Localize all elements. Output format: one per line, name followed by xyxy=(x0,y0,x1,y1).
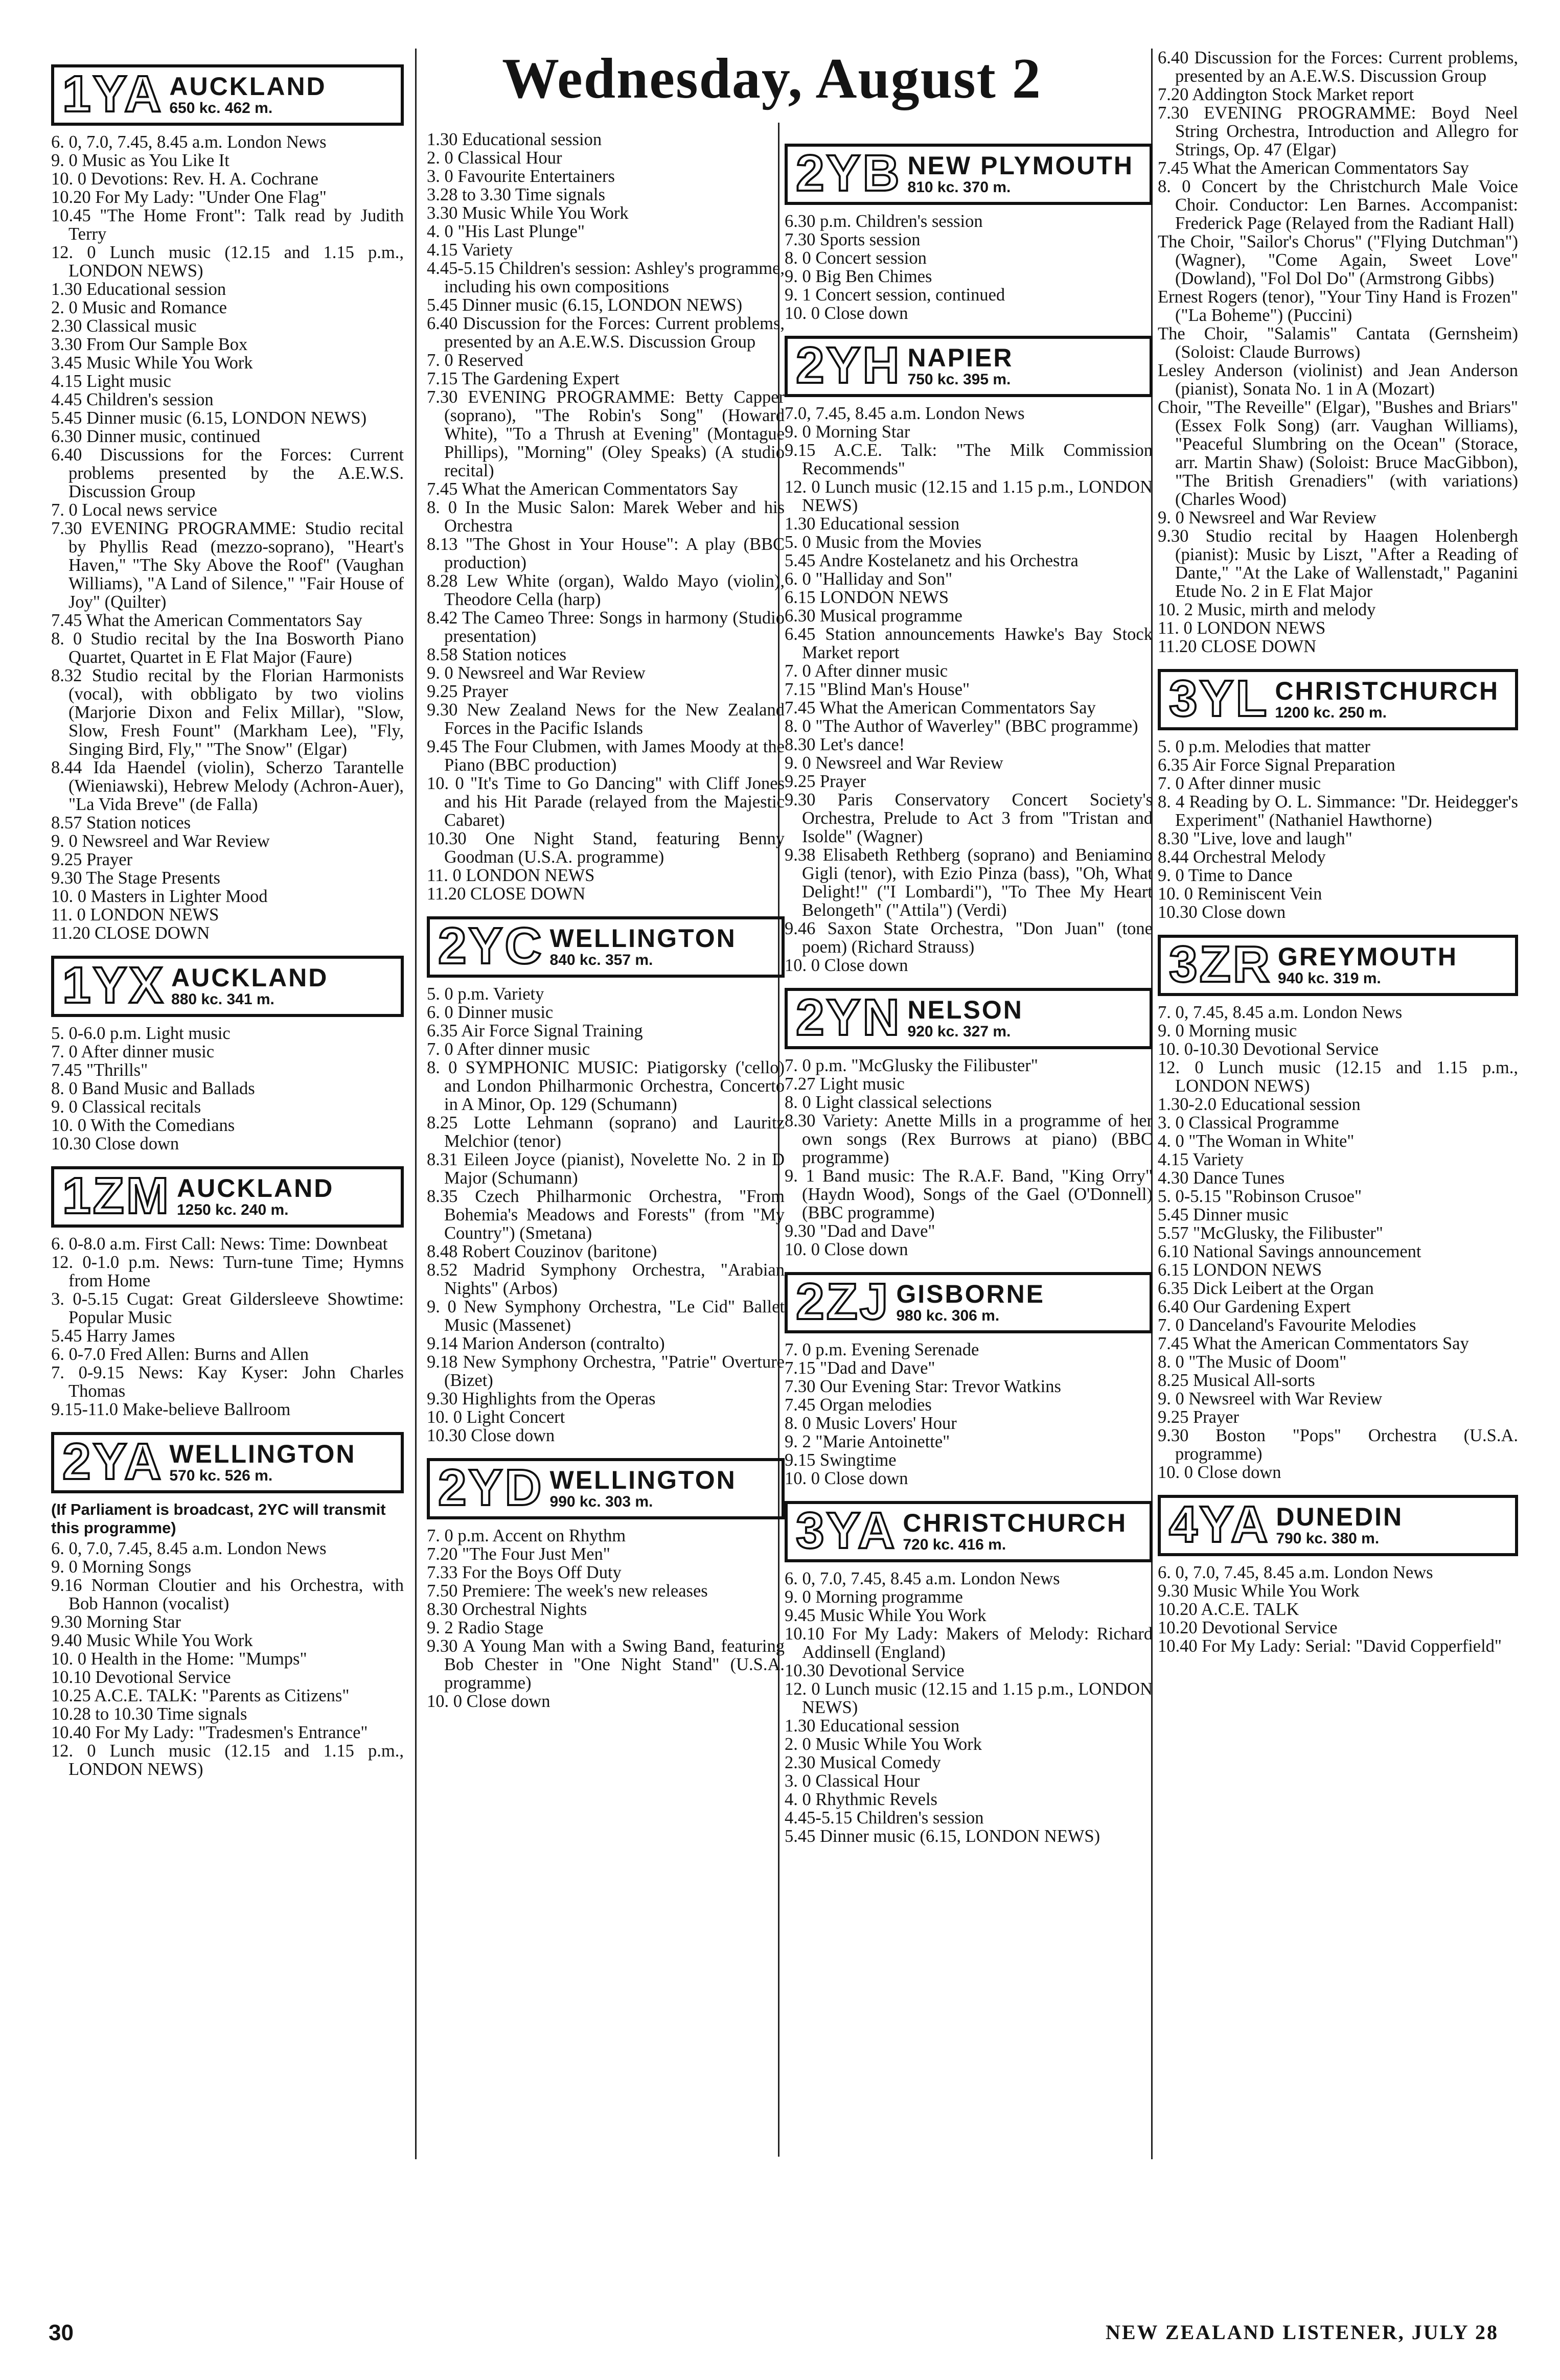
programme-entry: 9.30 "Dad and Dave" xyxy=(785,1221,935,1241)
programme-entry: 6.35 Dick Leibert at the Organ xyxy=(1158,1279,1374,1298)
programme-entry: 6. 0, 7.0, 7.45, 8.45 a.m. London News xyxy=(51,132,327,152)
programme-entry: 10. 0 "It's Time to Go Dancing" with Cliff Jones and his Hit Parade (relayed from the Majestic Cabaret) xyxy=(427,774,785,830)
programme-entry: 6.40 Discussions for the Forces: Current problems presented by the A.E.W.S. Discussion Group xyxy=(51,445,404,501)
programme-entry: 8.32 Studio recital by the Florian Harmonists (vocal), with obbligato by two violins (Marjorie Dixon and Felix Millar), "Slow, Slow, Fresh Fount" (Markham Lee), "Fly, Singing Bird, Fly," "The Snow" (Elgar) xyxy=(51,666,404,759)
programme-entry: 12. 0 Lunch music (12.15 and 1.15 p.m., LONDON NEWS) xyxy=(51,243,404,281)
programme-entry: 3. 0 Classical Hour xyxy=(785,1771,920,1791)
station-frequency: 750 kc. 395 m. xyxy=(907,371,1011,388)
programme-entry: 11. 0 LONDON NEWS xyxy=(1158,618,1326,638)
station-frequency: 570 kc. 526 m. xyxy=(169,1467,273,1484)
programme-entry: 6.35 Air Force Signal Preparation xyxy=(1158,755,1395,775)
programme-entry: 8.30 "Live, love and laugh" xyxy=(1158,829,1352,848)
programme-entry: 7.50 Premiere: The week's new releases xyxy=(427,1581,708,1601)
programme-entry: 4.15 Variety xyxy=(1158,1150,1244,1169)
programme-entry: 10. 2 Music, mirth and melody xyxy=(1158,600,1376,619)
programme-entry: 12. 0 Lunch music (12.15 and 1.15 p.m., LONDON NEWS) xyxy=(1158,1058,1518,1096)
programme-entry: 4.15 Variety xyxy=(427,240,513,260)
programme-entry: 8.42 The Cameo Three: Songs in harmony (Studio presentation) xyxy=(427,608,785,646)
programme-entry: 8.57 Station notices xyxy=(51,813,191,833)
programme-entry: 10.30 Devotional Service xyxy=(785,1661,965,1680)
programme-entry: 5. 0-6.0 p.m. Light music xyxy=(51,1024,231,1043)
programme-entry: 10.40 For My Lady: Serial: "David Copperfield" xyxy=(1158,1636,1502,1656)
programme-entry: 7. 0 p.m. "McGlusky the Filibuster" xyxy=(785,1056,1038,1075)
programme-entry: 6. 0, 7.0, 7.45, 8.45 a.m. London News xyxy=(1158,1563,1433,1582)
programme-entry: 9. 0 Newsreel with War Review xyxy=(1158,1389,1383,1408)
station-info xyxy=(1278,938,1464,993)
programme-entry: 7.45 What the American Commentators Say xyxy=(785,698,1096,718)
programme-entry: 9. 0 Morning Star xyxy=(785,422,910,442)
programme-entry: 2. 0 Music While You Work xyxy=(785,1735,982,1754)
programme-entry: 10.40 For My Lady: "Tradesmen's Entrance" xyxy=(51,1723,368,1742)
publication-footer: NEW ZEALAND LISTENER, JULY 28 xyxy=(1105,2321,1499,2344)
programme-entry: 1.30 Educational session xyxy=(785,1716,960,1736)
programme-entry: 3.30 Music While You Work xyxy=(427,203,629,223)
programme-entry: 9. 0 Newsreel and War Review xyxy=(785,753,1003,773)
programme-entry: 11.20 CLOSE DOWN xyxy=(427,884,586,904)
station-header xyxy=(785,1272,1153,1333)
programme-entry: 4. 0 "The Woman in White" xyxy=(1158,1131,1355,1151)
programme-entry: 6.35 Air Force Signal Training xyxy=(427,1021,643,1041)
station-city: CHRISTCHURCH xyxy=(903,1509,1128,1537)
station-header xyxy=(51,956,404,1017)
programme-entry: 9. 0 Music as You Like It xyxy=(51,151,230,170)
programme-entry: 3.28 to 3.30 Time signals xyxy=(427,185,605,204)
programme-entry: 10.30 Close down xyxy=(1158,903,1286,922)
column-rule xyxy=(415,49,417,2159)
programme-entry: 9. 1 Band music: The R.A.F. Band, "King Orry" (Haydn Wood), Songs of the Gael (O'Donnell) (BBC programme) xyxy=(785,1166,1153,1222)
programme-entry: 9. 0 Morning Songs xyxy=(51,1557,192,1577)
programme-entry: 9.45 The Four Clubmen, with James Moody at the Piano (BBC production) xyxy=(427,737,785,775)
programme-entry: 9.40 Music While You Work xyxy=(51,1631,253,1650)
station-header xyxy=(51,1432,404,1493)
programme-entry: 8.35 Czech Philharmonic Orchestra, "From Bohemia's Meadows and Forests" (from "My Country") (Smetana) xyxy=(427,1187,785,1243)
programme-entry: 7.45 "Thrills" xyxy=(51,1060,148,1080)
programme-entry: 10.10 For My Lady: Makers of Melody: Richard Addinsell (England) xyxy=(785,1624,1153,1662)
station-info xyxy=(169,1435,362,1490)
programme-entry: 9.15-11.0 Make-believe Ballroom xyxy=(51,1400,291,1419)
programme-entry: 6. 0, 7.0, 7.45, 8.45 a.m. London News xyxy=(785,1569,1060,1588)
programme-entry: 9. 0 Big Ben Chimes xyxy=(785,267,932,286)
station-header xyxy=(427,1458,785,1519)
programme-entry: 7.30 Our Evening Star: Trevor Watkins xyxy=(785,1377,1061,1396)
station-info xyxy=(171,959,334,1014)
programme-entry: 5.45 Dinner music (6.15, LONDON NEWS) xyxy=(427,295,743,315)
programme-entry: 9.46 Saxon State Orchestra, "Don Juan" (tone poem) (Richard Strauss) xyxy=(785,919,1153,957)
programme-entry: 11.20 CLOSE DOWN xyxy=(1158,637,1317,656)
station-header xyxy=(785,988,1153,1049)
station-city: NEW PLYMOUTH xyxy=(907,151,1134,180)
programme-entry: 5.45 Dinner music (6.15, LONDON NEWS) xyxy=(51,408,367,428)
programme-entry: 10. 0-10.30 Devotional Service xyxy=(1158,1039,1379,1059)
station-callsign: 2YC xyxy=(438,917,544,975)
station-frequency: 990 kc. 303 m. xyxy=(549,1493,653,1510)
station-frequency: 920 kc. 327 m. xyxy=(907,1023,1011,1040)
programme-column-3 xyxy=(785,130,1153,1845)
station-city: AUCKLAND xyxy=(169,72,327,101)
station-frequency: 790 kc. 380 m. xyxy=(1276,1530,1380,1547)
programme-entry: 8. 0 In the Music Salon: Marek Weber and his Orchestra xyxy=(427,498,785,536)
station-city: GREYMOUTH xyxy=(1277,942,1458,971)
programme-entry: 1.30 Educational session xyxy=(785,514,960,534)
programme-entry: 7.45 What the American Commentators Say xyxy=(51,611,362,630)
programme-entry: 9. 0 Morning music xyxy=(1158,1021,1297,1041)
programme-entry: 8. 0 Studio recital by the Ina Bosworth Piano Quartet, Quartet in E Flat Major (Faure) xyxy=(51,629,404,667)
programme-entry: 1.30 Educational session xyxy=(427,130,602,149)
programme-entry: 9.30 Boston "Pops" Orchestra (U.S.A. programme) xyxy=(1158,1426,1518,1464)
programme-entry: 6. 0-8.0 a.m. First Call: News: Time: Downbeat xyxy=(51,1234,388,1254)
programme-entry: 10. 0 Close down xyxy=(1158,1463,1281,1482)
programme-entry: 8. 4 Reading by O. L. Simmance: "Dr. Heidegger's Experiment" (Nathaniel Hawthorne) xyxy=(1158,792,1518,830)
station-callsign: 2ZJ xyxy=(796,1273,890,1330)
programme-entry: 10.30 Close down xyxy=(427,1426,555,1445)
programme-entry: 7.30 EVENING PROGRAMME: Studio recital by Phyllis Read (mezzo-soprano), "Heart's Haven," "The Sky Above the Roof" (Vaughan Williams), "A Land of Silence," "Fair House of Joy" (Quilter) xyxy=(51,519,404,612)
programme-entry: 9.30 Studio recital by Haagen Holenbergh (pianist): Music by Liszt, "After a Reading of Dante," "At the Lake of Wallenstadt," Paganini Etude No. 2 in E Flat Major xyxy=(1158,526,1518,601)
programme-entry: 8.25 Lotte Lehmann (soprano) and Lauritz Melchior (tenor) xyxy=(427,1113,785,1151)
programme-entry: 8. 0 SYMPHONIC MUSIC: Piatigorsky ('cello) and London Philharmonic Orchestra, Concerto in A Minor, Op. 129 (Schumann) xyxy=(427,1058,785,1114)
programme-entry: 8.31 Eileen Joyce (pianist), Novelette No. 2 in D Major (Schumann) xyxy=(427,1150,785,1188)
programme-entry: 6.30 Dinner music, continued xyxy=(51,427,261,446)
programme-entry: 10. 0 Devotions: Rev. H. A. Cochrane xyxy=(51,169,318,189)
station-callsign: 1ZM xyxy=(62,1167,171,1224)
programme-entry: 9.30 Paris Conservatory Concert Society's Orchestra, Prelude to Act 3 from "Tristan and Isolde" (Wagner) xyxy=(785,790,1153,846)
programme-entry: 4. 0 Rhythmic Revels xyxy=(785,1790,937,1809)
programme-entry: 8.28 Lew White (organ), Waldo Mayo (violin), Theodore Cella (harp) xyxy=(427,571,785,609)
programme-entry: 9.30 Music While You Work xyxy=(1158,1581,1360,1601)
station-frequency: 1250 kc. 240 m. xyxy=(177,1201,289,1218)
programme-entry: 10.20 For My Lady: "Under One Flag" xyxy=(51,188,327,207)
programme-entry: 3. 0-5.15 Cugat: Great Gildersleeve Showtime: Popular Music xyxy=(51,1289,404,1327)
programme-column-2 xyxy=(427,130,785,1711)
programme-entry: 8. 0 Music Lovers' Hour xyxy=(785,1414,957,1433)
programme-entry: 6.15 LONDON NEWS xyxy=(785,588,949,607)
station-city: NELSON xyxy=(907,996,1023,1024)
programme-entry: 8.30 Variety: Anette Mills in a programme of her own songs (Rex Burrows at piano) (BBC programme) xyxy=(785,1111,1153,1167)
programme-entry: 7.45 Organ melodies xyxy=(785,1395,932,1415)
programme-entry: 2.30 Classical music xyxy=(51,316,197,336)
programme-entry: 7.27 Light music xyxy=(785,1074,905,1094)
programme-entry: 10.28 to 10.30 Time signals xyxy=(51,1704,247,1724)
programme-entry: 6. 0 "Halliday and Son" xyxy=(785,569,953,589)
programme-entry: 8.30 Orchestral Nights xyxy=(427,1600,587,1619)
programme-entry: 9. 0 New Symphony Orchestra, "Le Cid" Ballet Music (Massenet) xyxy=(427,1297,785,1335)
station-callsign: 2YB xyxy=(796,145,902,202)
programme-entry: 7. 0-9.15 News: Kay Kyser: John Charles Thomas xyxy=(51,1363,404,1401)
programme-entry: 10. 0 With the Comedians xyxy=(51,1116,235,1135)
programme-entry: 3.30 From Our Sample Box xyxy=(51,335,248,354)
programme-entry: 9.30 New Zealand News for the New Zealand Forces in the Pacific Islands xyxy=(427,700,785,738)
programme-entry: 4.45 Children's session xyxy=(51,390,214,409)
programme-entry: 7. 0 After dinner music xyxy=(51,1042,215,1061)
station-info xyxy=(169,67,332,123)
programme-entry: 7.33 For the Boys Off Duty xyxy=(427,1563,622,1582)
programme-entry: 6.15 LONDON NEWS xyxy=(1158,1260,1322,1280)
station-info xyxy=(550,919,743,975)
programme-entry: 10. 0 Masters in Lighter Mood xyxy=(51,887,268,906)
programme-entry: 5.45 Harry James xyxy=(51,1326,175,1346)
programme-entry: 6. 0, 7.0, 7.45, 8.45 a.m. London News xyxy=(51,1539,327,1558)
programme-entry: 6.45 Station announcements Hawke's Bay Stock Market report xyxy=(785,625,1153,662)
programme-entry: 9. 0 Classical recitals xyxy=(51,1097,201,1117)
programme-entry: 8.52 Madrid Symphony Orchestra, "Arabian Nights" (Arbos) xyxy=(427,1260,785,1298)
programme-entry: 7.30 Sports session xyxy=(785,230,921,249)
programme-entry: 3. 0 Favourite Entertainers xyxy=(427,167,615,186)
programme-entry: 10.10 Devotional Service xyxy=(51,1668,231,1687)
programme-entry: Choir, "The Reveille" (Elgar), "Bushes and Briars" (Essex Folk Song) (arr. Vaughan Williams), "Peaceful Slumbring on the Ocean" (Storace, arr. Martin Shaw) (Soloist: Bruce MacGibbon), "The British Grenadiers" (with variations) (Charles Wood) xyxy=(1158,398,1518,509)
station-city: AUCKLAND xyxy=(177,1174,334,1203)
programme-entry: 9. 2 Radio Stage xyxy=(427,1618,544,1637)
programme-entry: 2. 0 Music and Romance xyxy=(51,298,227,317)
programme-entry: 6. 0 Dinner music xyxy=(427,1003,554,1022)
programme-entry: 8.25 Musical All-sorts xyxy=(1158,1371,1315,1390)
page-number: 30 xyxy=(49,2320,74,2345)
station-callsign: 1YA xyxy=(62,65,164,123)
programme-entry: 4.15 Light music xyxy=(51,372,171,391)
programme-entry: The Choir, "Salamis" Cantata (Gernsheim) (Soloist: Claude Burrows) xyxy=(1158,324,1518,362)
programme-entry: 9. 1 Concert session, continued xyxy=(785,285,1005,305)
programme-entry: 9.30 The Stage Presents xyxy=(51,868,220,888)
programme-entry: 9. 0 Newsreel and War Review xyxy=(1158,508,1377,527)
station-callsign: 3YL xyxy=(1169,670,1269,727)
programme-entry: 8. 0 "The Author of Waverley" (BBC programme) xyxy=(785,717,1138,736)
station-frequency: 810 kc. 370 m. xyxy=(907,179,1011,196)
station-header xyxy=(1158,1495,1518,1556)
programme-entry: 5. 0 Music from the Movies xyxy=(785,533,982,552)
programme-entry: 4. 0 "His Last Plunge" xyxy=(427,222,585,241)
programme-entry: 12. 0 Lunch music (12.15 and 1.15 p.m., LONDON NEWS) xyxy=(785,477,1153,515)
programme-entry: 8.58 Station notices xyxy=(427,645,567,664)
programme-entry: 6.40 Discussion for the Forces: Current problems, presented by an A.E.W.S. Discussion Group xyxy=(427,314,785,352)
programme-entry: 11. 0 LONDON NEWS xyxy=(51,905,219,925)
programme-entry: 7.15 The Gardening Expert xyxy=(427,369,620,388)
programme-entry: 7.30 EVENING PROGRAMME: Boyd Neel String Orchestra, Introduction and Allegro for Strings, Op. 47 (Elgar) xyxy=(1158,103,1518,159)
programme-entry: 7.20 "The Four Just Men" xyxy=(427,1544,610,1564)
programme-column-1 xyxy=(51,51,404,1778)
programme-entry: 7. 0 Local news service xyxy=(51,500,217,520)
programme-entry: 7.15 "Dad and Dave" xyxy=(785,1358,935,1378)
programme-entry: 5. 0-5.15 "Robinson Crusoe" xyxy=(1158,1187,1362,1206)
programme-entry: 7. 0 Reserved xyxy=(427,351,523,370)
programme-entry: 9.15 Swingtime xyxy=(785,1450,897,1470)
station-info xyxy=(1275,672,1505,727)
programme-entry: 5.45 Andre Kostelanetz and his Orchestra xyxy=(785,551,1079,570)
programme-entry: 9.25 Prayer xyxy=(785,772,866,791)
programme-entry: 10. 0 Close down xyxy=(785,1469,908,1488)
programme-entry: Ernest Rogers (tenor), "Your Tiny Hand is Frozen" ("La Boheme") (Puccini) xyxy=(1158,287,1518,325)
station-callsign: 4YA xyxy=(1169,1496,1270,1553)
station-callsign: 3ZR xyxy=(1169,936,1272,993)
programme-entry: 12. 0 Lunch music (12.15 and 1.15 p.m., LONDON NEWS) xyxy=(785,1679,1153,1717)
programme-entry: 7. 0 p.m. Evening Serenade xyxy=(785,1340,979,1359)
programme-entry: 8.48 Robert Couzinov (baritone) xyxy=(427,1242,657,1261)
programme-entry: 5. 0 p.m. Variety xyxy=(427,984,544,1004)
programme-column-4 xyxy=(1158,49,1518,1655)
station-frequency: 980 kc. 306 m. xyxy=(896,1307,1000,1324)
station-city: GISBORNE xyxy=(896,1280,1045,1308)
station-info xyxy=(908,339,1020,394)
programme-entry: 10.30 One Night Stand, featuring Benny Goodman (U.S.A. programme) xyxy=(427,829,785,867)
programme-entry: 10. 0 Reminiscent Vein xyxy=(1158,884,1322,904)
station-callsign: 2YH xyxy=(796,337,902,394)
programme-entry: 9.30 A Young Man with a Swing Band, featuring Bob Chester in "One Night Stand" (U.S.A. programme) xyxy=(427,1636,785,1693)
station-city: WELLINGTON xyxy=(549,1466,737,1494)
programme-entry: 9. 0 Newsreel and War Review xyxy=(51,831,270,851)
programme-entry: 4.45-5.15 Children's session: Ashley's programme, including his own compositions xyxy=(427,259,785,296)
programme-entry: 7.30 EVENING PROGRAMME: Betty Capper (soprano), "The Robin's Song" (Howard White), "To a Thrush at Evening" (Montague Phillips), "Morning" (Oley Speaks) (A studio recital) xyxy=(427,387,785,480)
programme-entry: 6.40 Our Gardening Expert xyxy=(1158,1297,1351,1316)
station-header xyxy=(1158,669,1518,730)
programme-entry: 2. 0 Classical Hour xyxy=(427,148,562,168)
programme-entry: 7. 0, 7.45, 8.45 a.m. London News xyxy=(1158,1003,1403,1022)
programme-entry: 9.16 Norman Cloutier and his Orchestra, with Bob Hannon (vocalist) xyxy=(51,1576,404,1613)
programme-entry: 10. 0 Health in the Home: "Mumps" xyxy=(51,1649,307,1669)
programme-entry: 8. 0 "The Music of Doom" xyxy=(1158,1352,1347,1372)
programme-entry: 6. 0-7.0 Fred Allen: Burns and Allen xyxy=(51,1345,309,1364)
programme-entry: 6.40 Discussion for the Forces: Current problems, presented by an A.E.W.S. Discussion Group xyxy=(1158,48,1518,86)
programme-entry: 7. 0 After dinner music xyxy=(785,661,948,681)
programme-entry: 1.30-2.0 Educational session xyxy=(1158,1095,1361,1114)
station-header xyxy=(1158,935,1518,996)
programme-entry: Lesley Anderson (violinist) and Jean Anderson (pianist), Sonata No. 1 in A (Mozart) xyxy=(1158,361,1518,399)
programme-entry: The Choir, "Sailor's Chorus" ("Flying Dutchman") (Wagner), "Come Again, Sweet Love" (Dowland), "Fol Dol Do" (Armstrong Gibbs) xyxy=(1158,232,1518,288)
programme-entry: 9.38 Elisabeth Rethberg (soprano) and Beniamino Gigli (tenor), with Ezio Pinza (bass), "Oh, What Delight!" ("I Lombardi"), "To Thee My Heart Belongeth" ("Attila") (Verdi) xyxy=(785,845,1153,920)
station-frequency: 940 kc. 319 m. xyxy=(1277,970,1381,987)
programme-entry: 9. 2 "Marie Antoinette" xyxy=(785,1432,950,1451)
programme-entry: 10. 0 Close down xyxy=(785,956,908,975)
programme-entry: 10. 0 Close down xyxy=(427,1692,550,1711)
station-info xyxy=(896,1275,1051,1330)
station-header xyxy=(51,64,404,126)
station-header xyxy=(785,1501,1153,1562)
programme-entry: 10.20 Devotional Service xyxy=(1158,1618,1338,1637)
programme-entry: 8. 0 Band Music and Ballads xyxy=(51,1079,255,1098)
programme-entry: 7. 0 After dinner music xyxy=(427,1039,590,1059)
station-header xyxy=(427,916,785,978)
programme-entry: 8. 0 Concert by the Christchurch Male Voice Choir. Conductor: Len Barnes. Accompanist: Frederick Page (Relayed from the Radiant Hall) xyxy=(1158,177,1518,233)
programme-entry: 7.45 What the American Commentators Say xyxy=(1158,158,1469,178)
station-city: DUNEDIN xyxy=(1276,1503,1404,1531)
programme-entry: 10. 0 Close down xyxy=(785,1240,908,1259)
programme-entry: 6.10 National Savings announcement xyxy=(1158,1242,1421,1261)
programme-entry: 9.30 Highlights from the Operas xyxy=(427,1389,656,1408)
programme-entry: 7.45 What the American Commentators Say xyxy=(427,479,738,499)
station-city: WELLINGTON xyxy=(169,1440,356,1468)
station-frequency: 880 kc. 341 m. xyxy=(171,991,274,1008)
programme-entry: 6.30 p.m. Children's session xyxy=(785,212,983,231)
programme-entry: 10. 0 Light Concert xyxy=(427,1407,565,1427)
station-header xyxy=(785,144,1153,205)
programme-entry: 7.15 "Blind Man's House" xyxy=(785,680,970,699)
programme-entry: 9. 0 Newsreel and War Review xyxy=(427,663,646,683)
programme-entry: 7.20 Addington Stock Market report xyxy=(1158,85,1414,104)
station-info xyxy=(1276,1498,1409,1553)
programme-entry: 7.0, 7.45, 8.45 a.m. London News xyxy=(785,404,1025,423)
programme-entry: 10.30 Close down xyxy=(51,1134,179,1153)
programme-entry: 1.30 Educational session xyxy=(51,280,226,299)
programme-entry: 9.18 New Symphony Orchestra, "Patrie" Overture (Bizet) xyxy=(427,1352,785,1390)
station-info xyxy=(177,1169,340,1224)
programme-entry: 8. 0 Concert session xyxy=(785,248,927,268)
page-title: Wednesday, August 2 xyxy=(502,47,1042,110)
programme-entry: 9.25 Prayer xyxy=(1158,1407,1240,1427)
programme-entry: 9.15 A.C.E. Talk: "The Milk Commission Recommends" xyxy=(785,441,1153,478)
programme-entry: 8. 0 Light classical selections xyxy=(785,1093,992,1112)
station-callsign: 3YA xyxy=(796,1502,897,1559)
programme-entry: 12. 0 Lunch music (12.15 and 1.15 p.m., LONDON NEWS) xyxy=(51,1741,404,1779)
programme-entry: 11.20 CLOSE DOWN xyxy=(51,923,210,943)
programme-entry: 5. 0 p.m. Melodies that matter xyxy=(1158,737,1370,756)
station-city: WELLINGTON xyxy=(549,924,737,953)
station-frequency: 720 kc. 416 m. xyxy=(903,1536,1006,1553)
programme-entry: 7.45 What the American Commentators Say xyxy=(1158,1334,1469,1353)
programme-entry: 8.13 "The Ghost in Your House": A play (BBC production) xyxy=(427,535,785,572)
station-city: NAPIER xyxy=(907,343,1014,372)
programme-entry: 4.45-5.15 Children's session xyxy=(785,1808,984,1828)
programme-entry: 8.30 Let's dance! xyxy=(785,735,905,754)
station-info xyxy=(908,147,1140,202)
programme-entry: 3. 0 Classical Programme xyxy=(1158,1113,1339,1133)
programme-entry: 10.25 A.C.E. TALK: "Parents as Citizens" xyxy=(51,1686,350,1705)
programme-entry: 5.57 "McGlusky, the Filibuster" xyxy=(1158,1223,1383,1243)
station-info xyxy=(908,991,1029,1046)
station-header xyxy=(785,336,1153,397)
station-header xyxy=(51,1166,404,1228)
programme-entry: 7. 0 Danceland's Favourite Melodies xyxy=(1158,1315,1416,1335)
programme-entry: 5.45 Dinner music xyxy=(1158,1205,1289,1224)
programme-entry: 9. 0 Morning programme xyxy=(785,1587,963,1607)
station-city: AUCKLAND xyxy=(171,963,329,992)
programme-entry: 6.30 Musical programme xyxy=(785,606,962,626)
station-info xyxy=(550,1461,743,1516)
programme-entry: 12. 0-1.0 p.m. News: Turn-tune Time; Hymns from Home xyxy=(51,1253,404,1290)
programme-entry: 10.20 A.C.E. TALK xyxy=(1158,1600,1299,1619)
station-frequency: 840 kc. 357 m. xyxy=(549,952,653,968)
programme-entry: 9.25 Prayer xyxy=(427,682,509,701)
programme-entry: 10. 0 Close down xyxy=(785,304,908,323)
station-frequency: 650 kc. 462 m. xyxy=(169,100,273,117)
programme-entry: 9.14 Marion Anderson (contralto) xyxy=(427,1334,665,1353)
programme-entry: 9.45 Music While You Work xyxy=(785,1606,987,1625)
programme-entry: 7. 0 p.m. Accent on Rhythm xyxy=(427,1526,626,1545)
programme-entry: 8.44 Orchestral Melody xyxy=(1158,847,1326,867)
programme-entry: 5.45 Dinner music (6.15, LONDON NEWS) xyxy=(785,1827,1100,1846)
station-city: CHRISTCHURCH xyxy=(1275,677,1500,705)
programme-entry: 8.44 Ida Haendel (violin), Scherzo Tarantelle (Wieniawski), Hebrew Melody (Achron-Auer), "La Vida Breve" (de Falla) xyxy=(51,758,404,814)
station-callsign: 1YX xyxy=(62,957,166,1014)
station-callsign: 2YD xyxy=(438,1459,544,1516)
station-note: (If Parliament is broadcast, 2YC will transmit this programme) xyxy=(51,1500,386,1537)
station-info xyxy=(903,1504,1133,1559)
programme-entry: 9.25 Prayer xyxy=(51,850,133,869)
programme-entry: 9. 0 Time to Dance xyxy=(1158,866,1293,885)
programme-entry: 9.30 Morning Star xyxy=(51,1612,181,1632)
programme-entry: 4.30 Dance Tunes xyxy=(1158,1168,1285,1188)
programme-entry: 2.30 Musical Comedy xyxy=(785,1753,941,1772)
station-callsign: 2YN xyxy=(796,989,902,1046)
programme-entry: 10.45 "The Home Front": Talk read by Judith Terry xyxy=(51,206,404,244)
station-frequency: 1200 kc. 250 m. xyxy=(1275,704,1387,721)
station-callsign: 2YA xyxy=(62,1433,164,1490)
programme-entry: 11. 0 LONDON NEWS xyxy=(427,866,595,885)
programme-entry: 3.45 Music While You Work xyxy=(51,353,253,373)
programme-entry: 7. 0 After dinner music xyxy=(1158,774,1321,793)
